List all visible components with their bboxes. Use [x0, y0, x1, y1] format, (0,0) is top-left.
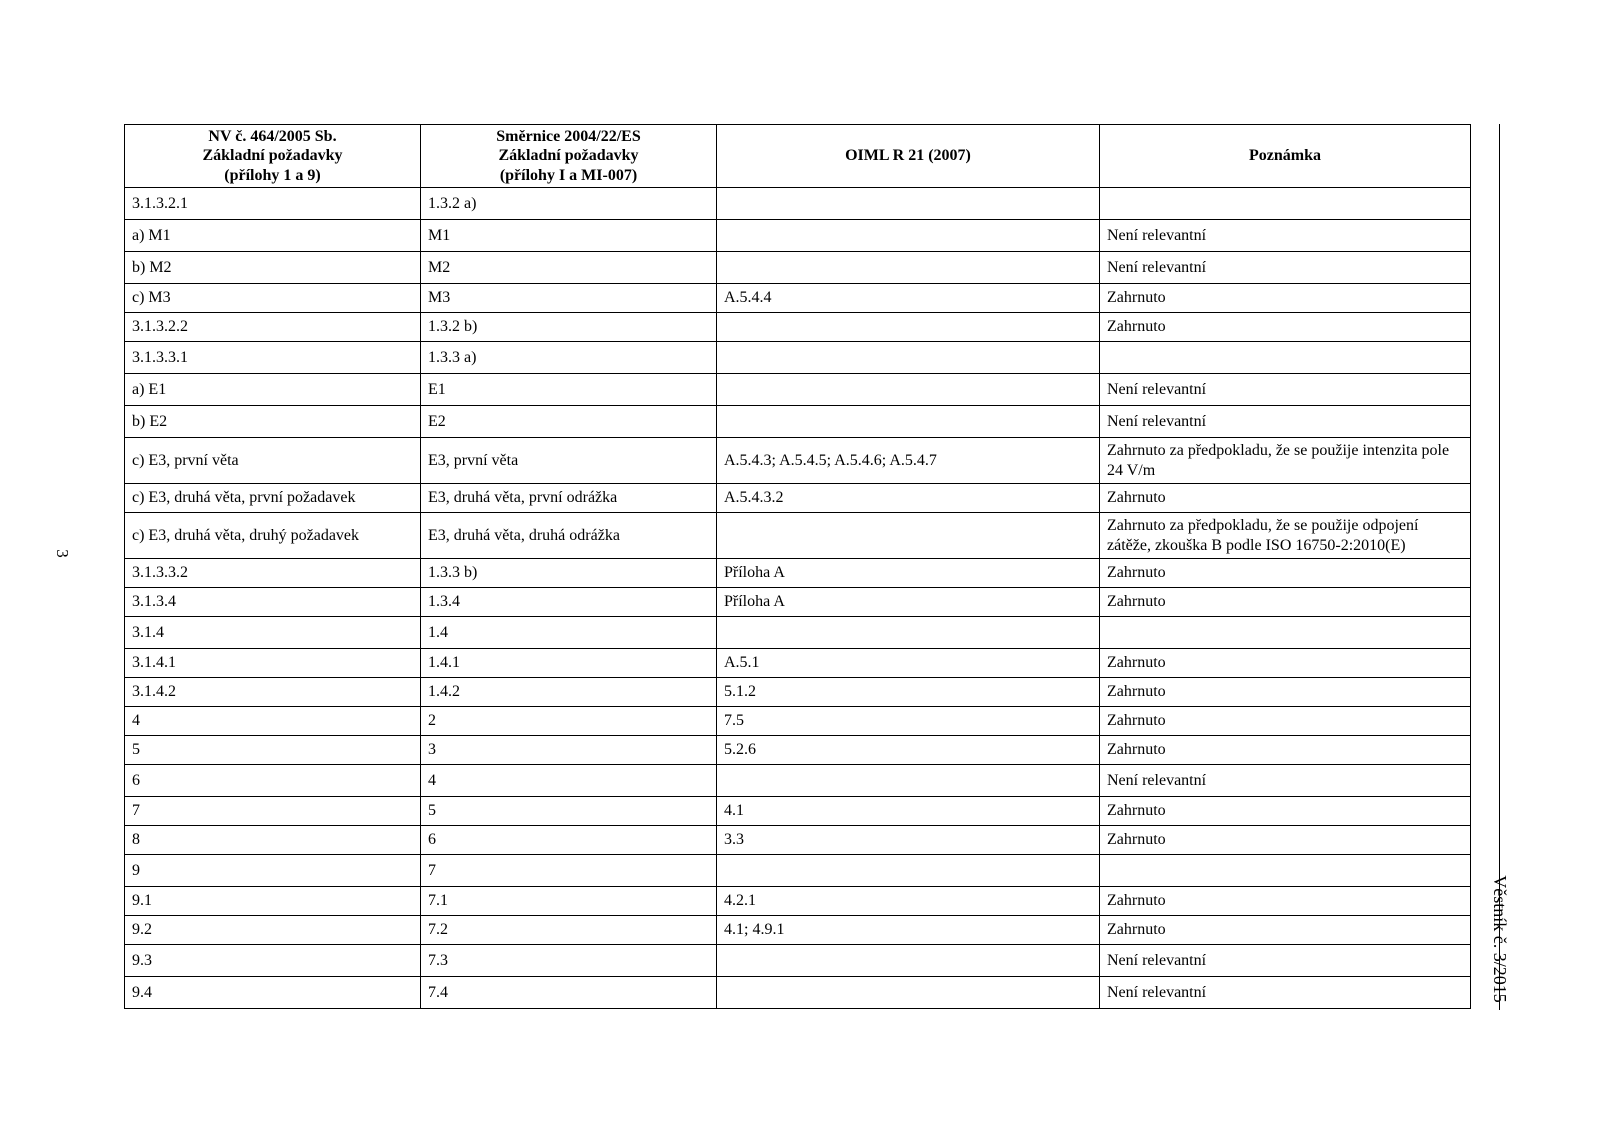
journal-title: Věstník č. 3/2015 [1490, 875, 1510, 1003]
cell-oiml-ref [717, 313, 1100, 342]
cell-directive-ref: E3, první věta [421, 438, 717, 484]
cell-oiml-ref: 5.2.6 [717, 736, 1100, 765]
cell-note: Zahrnuto [1100, 887, 1471, 916]
table-row [125, 649, 1471, 678]
cell-directive-ref: 7.1 [421, 887, 717, 916]
cell-nv-ref: 8 [125, 826, 421, 855]
cell-directive-ref: E2 [421, 406, 717, 438]
cell-directive-ref: 1.4.1 [421, 649, 717, 678]
cell-note [1100, 855, 1471, 887]
cell-oiml-ref: 4.1 [717, 797, 1100, 826]
table-row [125, 617, 1471, 649]
cell-note: Zahrnuto [1100, 588, 1471, 617]
cell-oiml-ref: A.5.4.3; A.5.4.5; A.5.4.6; A.5.4.7 [717, 438, 1100, 484]
cell-nv-ref: 3.1.3.3.2 [125, 559, 421, 588]
cell-nv-ref: 9.2 [125, 916, 421, 945]
cell-nv-ref: c) E3, druhá věta, druhý požadavek [125, 513, 421, 559]
cell-directive-ref: 1.3.3 a) [421, 342, 717, 374]
cell-note [1100, 188, 1471, 220]
cell-note: Není relevantní [1100, 977, 1471, 1009]
cell-directive-ref: M3 [421, 284, 717, 313]
cell-note: Není relevantní [1100, 374, 1471, 406]
table-row [125, 438, 1471, 484]
cell-nv-ref: 3.1.4.1 [125, 649, 421, 678]
cell-directive-ref: 1.3.4 [421, 588, 717, 617]
header-line: (přílohy 1 a 9) [224, 166, 321, 184]
cell-nv-ref: c) E3, první věta [125, 438, 421, 484]
cell-oiml-ref: 5.1.2 [717, 678, 1100, 707]
header-line: Základní požadavky [498, 147, 639, 165]
cell-note: Není relevantní [1100, 252, 1471, 284]
table-row [125, 559, 1471, 588]
cell-oiml-ref [717, 513, 1100, 559]
cell-note: Zahrnuto [1100, 559, 1471, 588]
cell-directive-ref: 7.3 [421, 945, 717, 977]
cell-nv-ref: 9 [125, 855, 421, 887]
table-row [125, 513, 1471, 559]
cell-nv-ref: 9.4 [125, 977, 421, 1009]
header-line: OIML R 21 (2007) [845, 147, 971, 165]
cell-note: Zahrnuto [1100, 678, 1471, 707]
header-line: Základní požadavky [202, 147, 343, 165]
cell-oiml-ref [717, 220, 1100, 252]
table-row [125, 707, 1471, 736]
cell-note: Zahrnuto [1100, 284, 1471, 313]
cell-nv-ref: 3.1.4.2 [125, 678, 421, 707]
cell-nv-ref: a) E1 [125, 374, 421, 406]
cell-note: Zahrnuto za předpokladu, že se použije odpojení zátěže, zkouška B podle ISO 16750-2:2010(E) [1100, 513, 1471, 559]
requirements-correspondence-table [124, 124, 1471, 1009]
cell-directive-ref: 1.3.2 a) [421, 188, 717, 220]
cell-oiml-ref [717, 765, 1100, 797]
cell-directive-ref: 7.2 [421, 916, 717, 945]
cell-oiml-ref: A.5.4.3.2 [717, 484, 1100, 513]
cell-nv-ref: 3.1.3.2.1 [125, 188, 421, 220]
table-row [125, 588, 1471, 617]
cell-oiml-ref [717, 617, 1100, 649]
cell-oiml-ref: Příloha A [717, 559, 1100, 588]
cell-nv-ref: a) M1 [125, 220, 421, 252]
cell-nv-ref: 7 [125, 797, 421, 826]
cell-nv-ref: b) E2 [125, 406, 421, 438]
table-row [125, 797, 1471, 826]
cell-note: Zahrnuto [1100, 736, 1471, 765]
cell-nv-ref: c) M3 [125, 284, 421, 313]
table-row [125, 406, 1471, 438]
header-oiml [717, 125, 1100, 188]
cell-directive-ref: 7.4 [421, 977, 717, 1009]
cell-note: Není relevantní [1100, 406, 1471, 438]
table-row [125, 765, 1471, 797]
cell-nv-ref: 9.3 [125, 945, 421, 977]
cell-oiml-ref: A.5.4.4 [717, 284, 1100, 313]
table-row [125, 855, 1471, 887]
cell-oiml-ref: A.5.1 [717, 649, 1100, 678]
table-body [125, 188, 1471, 1009]
cell-directive-ref: M2 [421, 252, 717, 284]
table-row [125, 977, 1471, 1009]
table-row [125, 826, 1471, 855]
cell-oiml-ref [717, 945, 1100, 977]
cell-nv-ref: 6 [125, 765, 421, 797]
cell-directive-ref: 5 [421, 797, 717, 826]
cell-directive-ref: 6 [421, 826, 717, 855]
cell-note: Zahrnuto [1100, 649, 1471, 678]
table-row [125, 220, 1471, 252]
header-line: Poznámka [1249, 147, 1321, 165]
table-row [125, 736, 1471, 765]
cell-directive-ref: E3, druhá věta, druhá odrážka [421, 513, 717, 559]
cell-nv-ref: 3.1.4 [125, 617, 421, 649]
cell-note [1100, 617, 1471, 649]
page-number: 3 [52, 549, 72, 558]
cell-oiml-ref [717, 252, 1100, 284]
table-row [125, 374, 1471, 406]
cell-nv-ref: 3.1.3.4 [125, 588, 421, 617]
cell-note: Není relevantní [1100, 945, 1471, 977]
cell-note: Zahrnuto [1100, 707, 1471, 736]
cell-directive-ref: 1.4 [421, 617, 717, 649]
cell-nv-ref: 4 [125, 707, 421, 736]
cell-oiml-ref: 4.1; 4.9.1 [717, 916, 1100, 945]
table-row [125, 945, 1471, 977]
cell-directive-ref: 1.3.2 b) [421, 313, 717, 342]
cell-nv-ref: 9.1 [125, 887, 421, 916]
table-row [125, 678, 1471, 707]
cell-note: Není relevantní [1100, 220, 1471, 252]
cell-note [1100, 342, 1471, 374]
cell-directive-ref: E3, druhá věta, první odrážka [421, 484, 717, 513]
cell-oiml-ref [717, 855, 1100, 887]
table-row [125, 887, 1471, 916]
cell-oiml-ref: 7.5 [717, 707, 1100, 736]
cell-oiml-ref: 4.2.1 [717, 887, 1100, 916]
cell-directive-ref: 2 [421, 707, 717, 736]
cell-oiml-ref [717, 374, 1100, 406]
cell-note: Není relevantní [1100, 765, 1471, 797]
table-row [125, 342, 1471, 374]
header-line: (přílohy I a MI-007) [499, 166, 638, 184]
cell-note: Zahrnuto [1100, 484, 1471, 513]
cell-nv-ref: 5 [125, 736, 421, 765]
cell-oiml-ref: Příloha A [717, 588, 1100, 617]
cell-note: Zahrnuto [1100, 916, 1471, 945]
table-row [125, 484, 1471, 513]
cell-oiml-ref [717, 977, 1100, 1009]
cell-nv-ref: 3.1.3.2.2 [125, 313, 421, 342]
cell-nv-ref: 3.1.3.3.1 [125, 342, 421, 374]
cell-directive-ref: M1 [421, 220, 717, 252]
cell-directive-ref: 1.4.2 [421, 678, 717, 707]
cell-directive-ref: 4 [421, 765, 717, 797]
cell-oiml-ref [717, 342, 1100, 374]
cell-nv-ref: c) E3, druhá věta, první požadavek [125, 484, 421, 513]
table-row [125, 916, 1471, 945]
header-line: Směrnice 2004/22/ES [496, 128, 641, 146]
table-header-row [125, 125, 1471, 188]
header-line: NV č. 464/2005 Sb. [208, 128, 337, 146]
cell-directive-ref: E1 [421, 374, 717, 406]
header-nv-requirements [125, 125, 421, 188]
cell-directive-ref: 7 [421, 855, 717, 887]
cell-directive-ref: 1.3.3 b) [421, 559, 717, 588]
cell-note: Zahrnuto za předpokladu, že se použije intenzita pole 24 V/m [1100, 438, 1471, 484]
cell-directive-ref: 3 [421, 736, 717, 765]
cell-oiml-ref [717, 188, 1100, 220]
cell-note: Zahrnuto [1100, 826, 1471, 855]
cell-oiml-ref: 3.3 [717, 826, 1100, 855]
cell-note: Zahrnuto [1100, 797, 1471, 826]
header-directive-requirements [421, 125, 717, 188]
cell-note: Zahrnuto [1100, 313, 1471, 342]
table-row [125, 284, 1471, 313]
table-row [125, 252, 1471, 284]
cell-nv-ref: b) M2 [125, 252, 421, 284]
cell-oiml-ref [717, 406, 1100, 438]
table-row [125, 188, 1471, 220]
header-note [1100, 125, 1471, 188]
table-row [125, 313, 1471, 342]
